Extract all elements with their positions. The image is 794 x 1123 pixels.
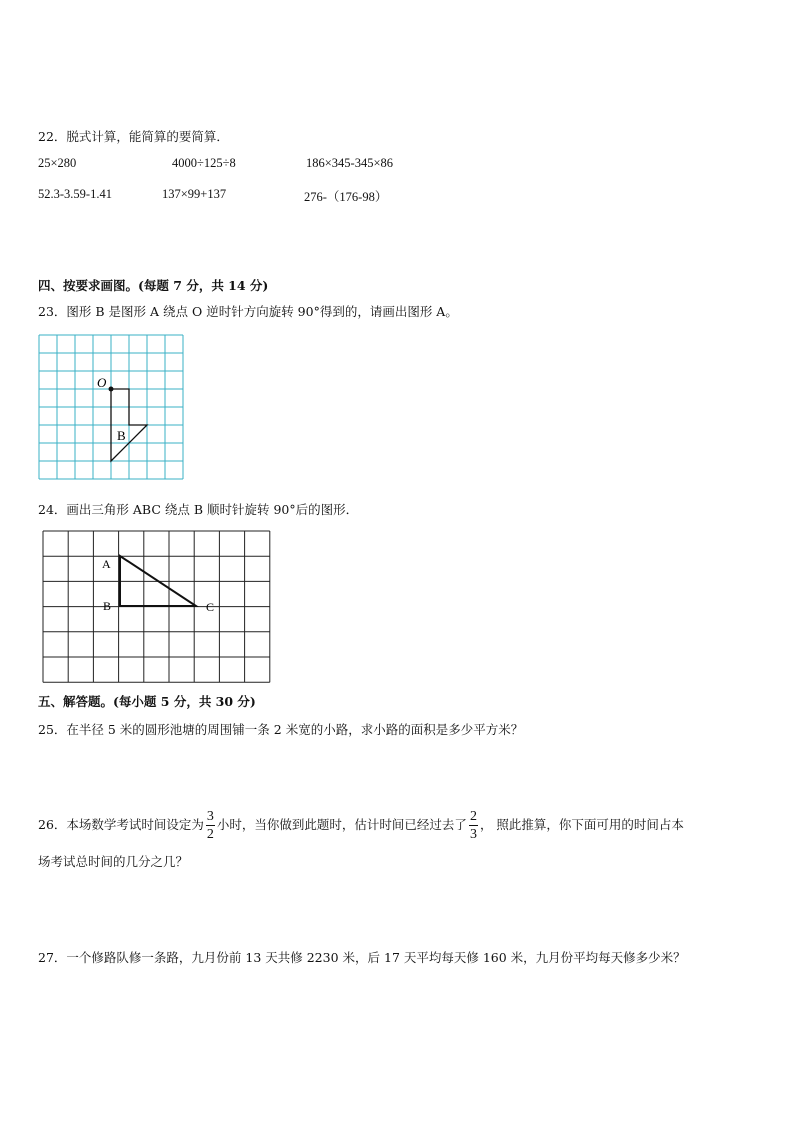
q22-expr-3: 186×345-345×86 bbox=[306, 156, 394, 170]
q22-expr-5: 137×99+137 bbox=[162, 187, 227, 201]
q22-expr-6: 276-（176-98） bbox=[304, 190, 388, 204]
vertex-b-label: B bbox=[103, 599, 112, 613]
section5-title: 五、解答题。(每小题 5 分，共 30 分) bbox=[38, 694, 256, 709]
q22-expr-1: 25×280 bbox=[38, 156, 77, 170]
q26-line2: 场考试总时间的几分之几？ bbox=[38, 854, 189, 869]
q23-grid-figure bbox=[37, 333, 187, 483]
q26-fraction-2-den: 3 bbox=[469, 826, 477, 842]
section4-title: 四、按要求画图。(每题 7 分，共 14 分) bbox=[38, 278, 269, 293]
point-o bbox=[109, 387, 114, 392]
q22-expr-4: 52.3-3.59-1.41 bbox=[38, 187, 112, 201]
q24-grid-figure bbox=[42, 530, 275, 686]
q27-text: 27．一个修路队修一条路，九月份前 13 天共修 2230 米，后 17 天平均每天修 160 米，九月份平均每天修多少米？ bbox=[38, 950, 686, 965]
q26-fraction-2 bbox=[469, 810, 478, 842]
q26-part2: 小时，当你做到此题时，估计时间已经过去了 bbox=[216, 817, 467, 832]
q26-line1 bbox=[38, 805, 684, 845]
q26-part3: ， 照此推算，你下面可用的时间占本 bbox=[479, 817, 684, 832]
vertex-a-label: A bbox=[102, 557, 111, 571]
shape-b-label: B bbox=[117, 428, 126, 443]
q26-fraction-2-num: 2 bbox=[469, 808, 477, 824]
q22-title: 22．脱式计算，能简算的要简算． bbox=[38, 129, 229, 144]
q23-title: 23．图形 B 是图形 A 绕点 O 逆时针方向旋转 90°得到的，请画出图形 A。 bbox=[38, 304, 458, 319]
q22-expr-2: 4000÷125÷8 bbox=[172, 156, 236, 170]
q25-text: 25．在半径 5 米的圆形池塘的周围铺一条 2 米宽的小路，求小路的面积是多少平方米？ bbox=[38, 722, 524, 737]
point-o-label: O bbox=[97, 375, 107, 390]
q26-fraction-1-den: 2 bbox=[206, 826, 214, 842]
q26-fraction-1 bbox=[206, 810, 215, 842]
q26-part1: 26．本场数学考试时间设定为 bbox=[38, 817, 204, 832]
q26-fraction-1-num: 3 bbox=[206, 808, 214, 824]
vertex-c-label: C bbox=[206, 600, 215, 614]
q24-title: 24．画出三角形 ABC 绕点 B 顺时针旋转 90°后的图形． bbox=[38, 502, 359, 517]
